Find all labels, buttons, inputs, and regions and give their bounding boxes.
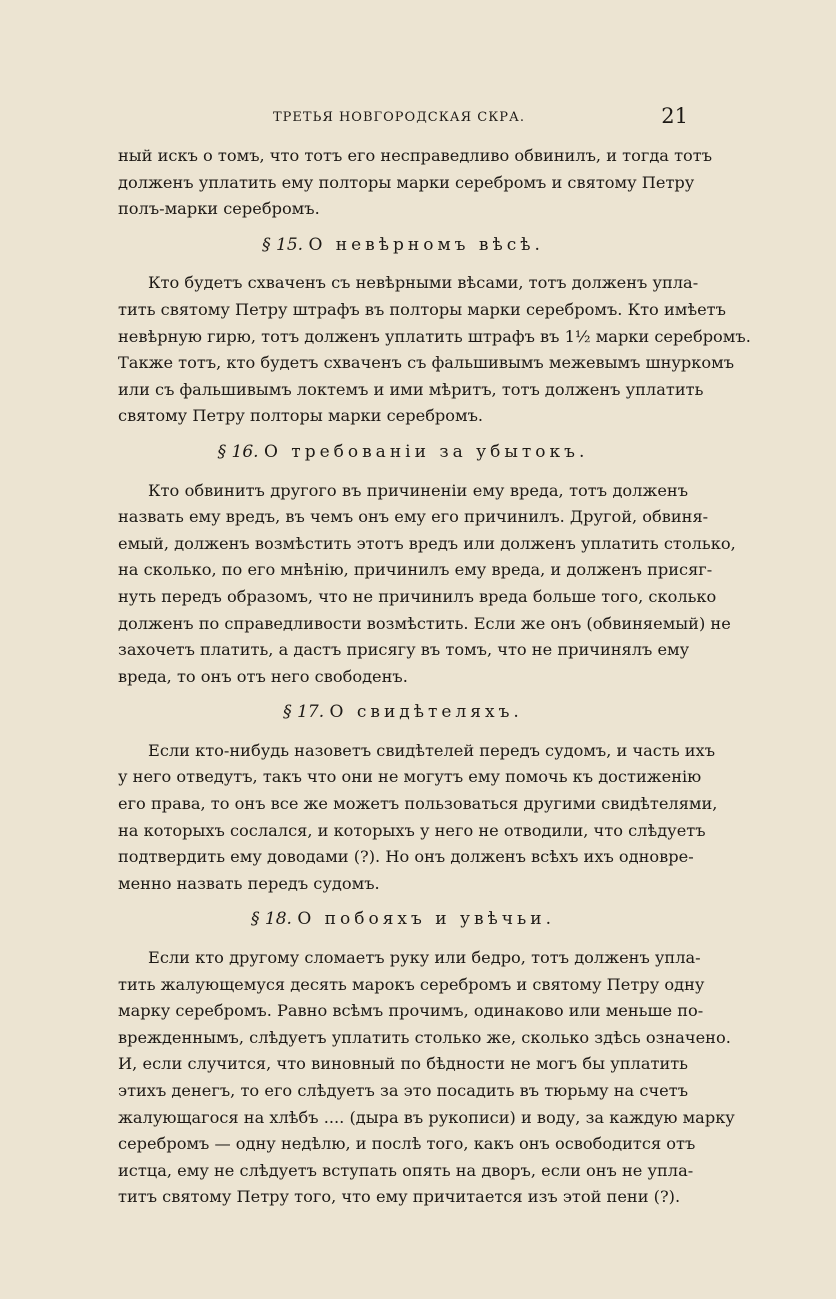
text-line: истца, ему не слѣдуетъ вступать опять на дворъ, если онъ не упла-: [118, 1160, 694, 1180]
text-line: тить святому Петру штрафъ въ полторы марки серебромъ. Кто имѣетъ: [118, 299, 726, 319]
text-line: вреда, то онъ отъ него свободенъ.: [118, 666, 408, 686]
text-line: этихъ денегъ, то его слѣдуетъ за это посадить въ тюрьму на счетъ: [118, 1081, 688, 1100]
text-line: жалующагося на хлѣбъ .... (дыра въ рукописи) и воду, за каждую марку: [118, 1107, 735, 1127]
text-line: титъ святому Петру того, что ему причитается изъ этой пени (?).: [118, 1187, 681, 1207]
section-heading: [118, 439, 688, 466]
text-line: Если кто другому сломаетъ руку или бедро, тотъ долженъ упла-: [148, 948, 701, 968]
text-line: на сколько, по его мнѣнію, причинилъ ему вреда, и долженъ присяг-: [118, 560, 713, 580]
text-line: или съ фальшивымъ локтемъ и ими мѣритъ, тотъ долженъ уплатить: [118, 379, 704, 399]
section-title: О побояхъ и увѣчьи.: [297, 909, 556, 930]
text-line: емый, долженъ возмѣстить этотъ вредъ или долженъ уплатить столько,: [118, 533, 736, 553]
text-line: серебромъ — одну недѣлю, и послѣ того, какъ онъ освободится отъ: [118, 1134, 696, 1154]
text-line: долженъ уплатить ему полторы марки серебромъ и святому Петру: [118, 172, 695, 192]
opening-paragraph: [118, 143, 713, 223]
section-title: О невѣрномъ вѣсѣ.: [308, 234, 544, 255]
text-line: невѣрную гирю, тотъ долженъ уплатить штрафъ въ 1½ марки серебромъ.: [118, 326, 751, 346]
running-head: [118, 104, 688, 134]
section-17: [118, 699, 718, 897]
text-line: менно назвать передъ судомъ.: [118, 873, 380, 893]
text-line: на которыхъ сослался, и которыхъ у него не отводили, что слѣдуетъ: [118, 820, 706, 840]
text-line: ный искъ о томъ, что тотъ его несправедливо обвинилъ, и тогда тотъ: [118, 146, 713, 165]
section-heading: [118, 906, 688, 933]
section-heading: [118, 232, 688, 259]
text-line: врежденнымъ, слѣдуетъ уплатить столько же, сколько здѣсь означено.: [118, 1027, 731, 1047]
page-number: 21: [661, 104, 688, 128]
section-number: § 17.: [283, 702, 325, 723]
text-line: у него отведутъ, такъ что они не могутъ ему помочь къ достиженію: [118, 767, 702, 787]
text-line: марку серебромъ. Равно всѣмъ прочимъ, одинаково или меньше по-: [118, 1001, 704, 1021]
section-title: О свидѣтеляхъ.: [329, 702, 523, 723]
text-line: нуть передъ образомъ, что не причинилъ вреда больше того, сколько: [118, 586, 717, 606]
text-line: долженъ по справедливости возмѣстить. Если же онъ (обвиняемый) не: [118, 613, 731, 633]
text-line: его права, то онъ все же можетъ пользоваться другими свидѣтелями,: [118, 794, 718, 814]
text-line: назвать ему вредъ, въ чемъ онъ ему его причинилъ. Другой, обвиня-: [118, 507, 709, 527]
text-line: Также тотъ, кто будетъ схваченъ съ фальшивымъ межевымъ шнуркомъ: [118, 353, 735, 373]
section-16: [118, 439, 736, 690]
section-number: § 16.: [217, 441, 259, 462]
text-line: И, если случится, что виновный по бѣдности не могъ бы уплатить: [118, 1054, 688, 1074]
text-line: святому Петру полторы марки серебромъ.: [118, 406, 484, 426]
page-body: [118, 143, 751, 1211]
section-number: § 15.: [262, 234, 304, 255]
text-line: полъ-марки серебромъ.: [118, 199, 320, 219]
text-line: захочетъ платить, а дастъ присягу въ томъ, что не причинялъ ему: [118, 640, 690, 660]
text-line: Если кто-нибудь назоветъ свидѣтелей передъ судомъ, и часть ихъ: [148, 740, 715, 760]
text-line: Кто обвинитъ другого въ причиненіи ему вреда, тотъ долженъ: [148, 480, 688, 500]
running-head-title: ТРЕТЬЯ НОВГОРОДСКАЯ СКРА.: [273, 110, 525, 125]
section-number: § 18.: [250, 909, 292, 930]
section-15: [118, 232, 751, 430]
text-line: Кто будетъ схваченъ съ невѣрными вѣсами, тотъ долженъ упла-: [148, 273, 699, 293]
section-18: [118, 906, 735, 1211]
section-title: О требованіи за убытокъ.: [263, 441, 589, 462]
text-line: тить жалующемуся десять марокъ серебромъ и святому Петру одну: [118, 974, 705, 994]
section-heading: [118, 699, 688, 726]
text-line: подтвердить ему доводами (?). Но онъ долженъ всѣхъ ихъ одновре-: [118, 847, 694, 867]
